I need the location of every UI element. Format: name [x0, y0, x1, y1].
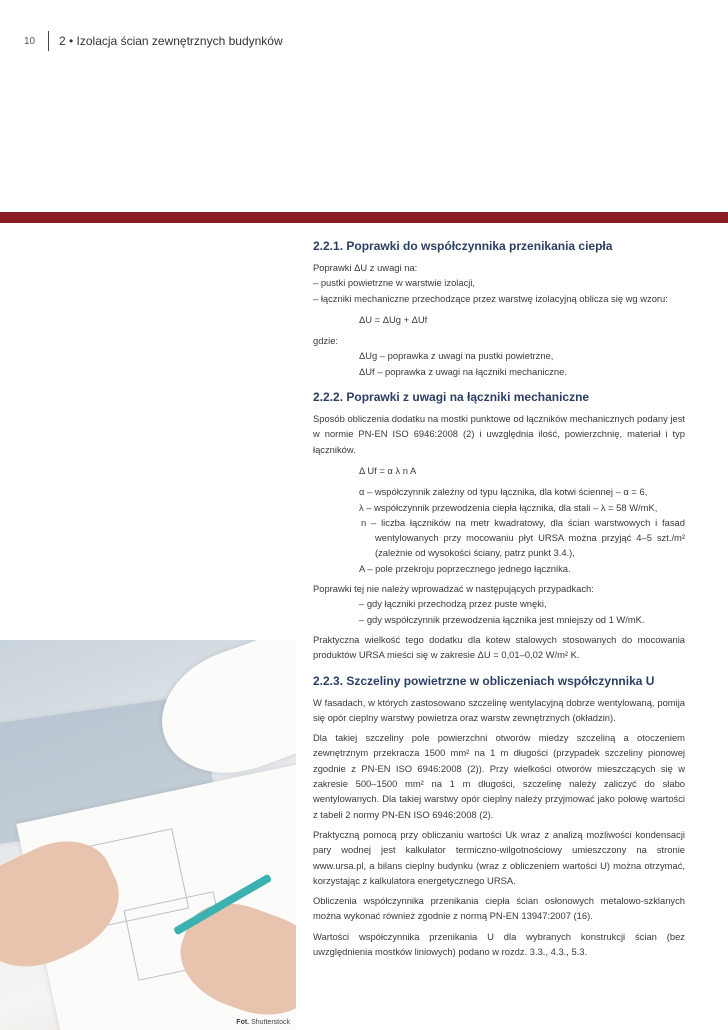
paragraph: W fasadach, w których zastosowano szczelinę wentylacyjną dobrze wentylowaną, pomija się opór cieplny warstwy powietrza oraz warstw zewnętrznych (okładzin). [313, 696, 685, 723]
main-content [313, 238, 685, 959]
text: Poprawki ΔU z uwagi na: [313, 262, 418, 273]
text: – łączniki mechaniczne przechodzące przez warstwę izolacyjną oblicza się wg wzoru: [313, 292, 668, 304]
formula: Δ Uf = α λ n A [359, 464, 417, 476]
header-divider [48, 31, 49, 51]
definition: λ – współczynnik przewodzenia ciepła łącznika, dla stali – λ = 58 W/mK, [359, 501, 658, 513]
definition: n – liczba łączników na metr kwadratowy, dla ścian warstwowych i fasad wentylowanych przy mocowaniu płyt URSA można przyjąć 4–5 szt./m² (zależnie od wysokości ściany, patrz punkt 3.4.), [361, 516, 685, 559]
section-title-221: 2.2.1. Poprawki do współczynnika przenikania ciepła [313, 239, 613, 253]
definition: ΔUf – poprawka z uwagi na łączniki mechaniczne. [359, 365, 567, 377]
section-title-223: 2.2.3. Szczeliny powietrzne w obliczeniach współczynnika U [313, 673, 655, 688]
photo-credit: Fot. Shutterstock [236, 1019, 290, 1026]
formula: ΔU = ΔUg + ΔUf [359, 313, 428, 325]
blueprint-photo [0, 640, 296, 1030]
paragraph: Poprawki tej nie należy wprowadzać w następujących przypadkach: [313, 583, 594, 595]
text: – pustki powietrzne w warstwie izolacji, [313, 277, 476, 289]
paragraph: Dla takiej szczeliny pole powierzchni otworów miedzy szczeliną a otoczeniem zewnętrznym przekracza 1500 mm² na 1 m długości (przypadek szczeliny pionowej zgodnie z PN-EN ISO 6946:2008 (2)). Przy wielkości otworów mieszczących się w zakresie 500–1500 mm² na 1 m długości, szczelinę należy zaliczyć do słabo wentylowanych. Dla takiej warstwy opór cieplny należy przyjmować jako połowę wartości z tabeli 2 normy PN-EN ISO 6946:2008 (2). [313, 732, 685, 820]
paragraph: Sposób obliczenia dodatku na mostki punktowe od łączników mechanicznych podany jest w normie PN-EN ISO 6946:2008 (2) i uwzględnia ilość, powierzchnię, materiał i typ łączników. [313, 413, 685, 455]
definition: A – pole przekroju poprzecznego jednego łącznika. [359, 562, 571, 574]
section-title-222: 2.2.2. Poprawki z uwagi na łączniki mechaniczne [313, 390, 590, 405]
list-item: – gdy łączniki przechodzą przez puste wnęki, [359, 598, 547, 610]
chapter-title: 2 • Izolacja ścian zewnętrznych budynków [59, 34, 283, 48]
page-number: 10 [24, 35, 36, 47]
paragraph: Wartości współczynnika przenikania U dla wybranych konstrukcji ścian (bez uwzględnienia mostków liniowych) podano w rozdz. 3.3., 4.3., 5.3. [313, 930, 685, 957]
paragraph: Praktyczna wielkość tego dodatku dla kotew stalowych stosowanych do mocowania produktów URSA mieści się w zakresie ΔU = 0,01–0,02 W/m² K. [313, 633, 685, 661]
definition: α – współczynnik zależny od typu łącznika, dla kotwi ściennej – α = 6, [359, 486, 648, 498]
red-divider-bar [0, 212, 728, 223]
page-header [24, 30, 283, 52]
paragraph: Praktyczną pomocą przy obliczaniu wartości Uk wraz z analizą możliwości kondensacji pary wodnej jest kalkulator termiczno-wilgotnościowy umieszczony na stronie www.ursa.pl, a bilans cieplny budynku (wraz z obliczeniem wartości U) można otrzymać, korzystając z kalkulatora energetycznego URSA. [313, 828, 685, 886]
paragraph: Obliczenia współczynnika przenikania ciepła ścian osłonowych metalowo-szklanych można wykonać również zgodnie z normą PN-EN 13947:2007 (16). [313, 895, 685, 922]
list-item: – gdy współczynnik przewodzenia łącznika jest mniejszy od 1 W/mK. [359, 613, 645, 625]
text: gdzie: [313, 335, 339, 347]
definition: ΔUg – poprawka z uwagi na pustki powietrzne, [359, 350, 554, 362]
